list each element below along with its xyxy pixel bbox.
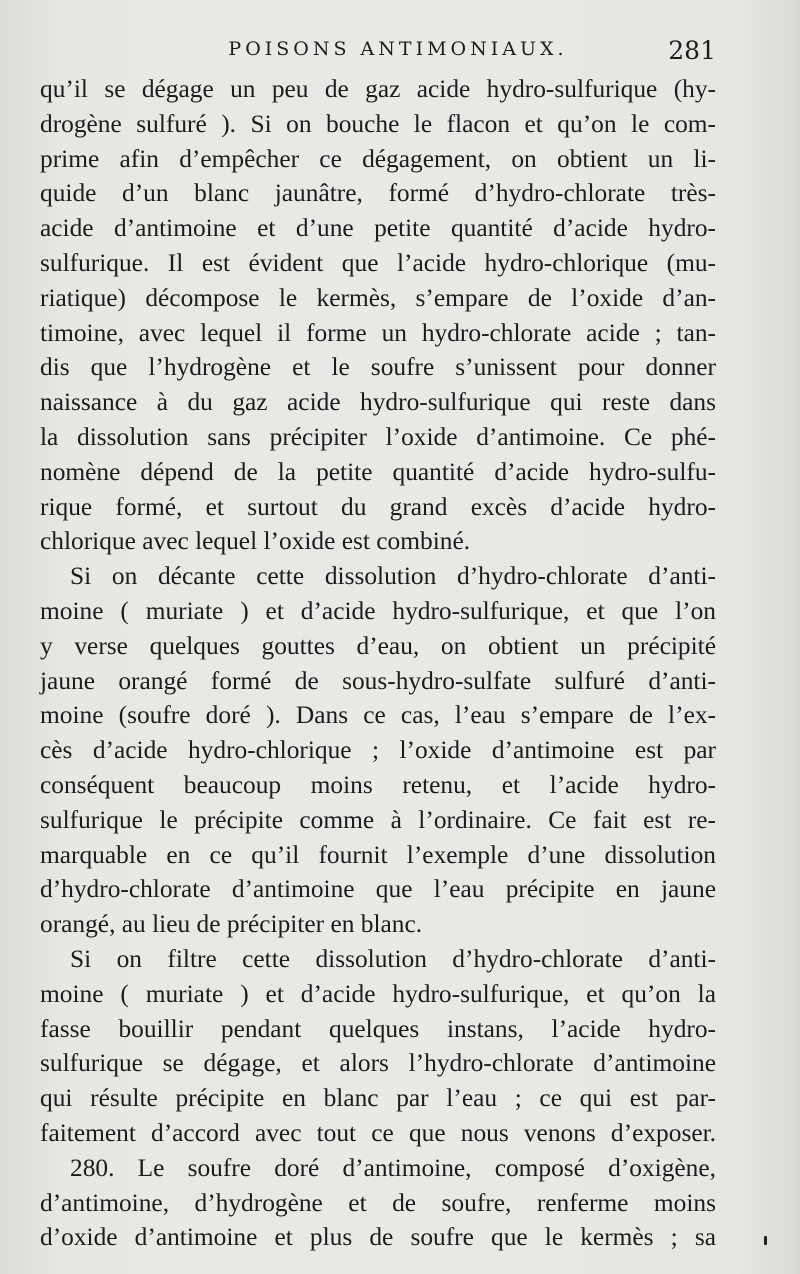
text-line: dis que l’hydrogène et le soufre s’unissent pour donner (40, 353, 716, 382)
text-line: qu’il se dégage un peu de gaz acide hydro-sulfurique (hy- (40, 75, 716, 103)
text-line: y verse quelques gouttes d’eau, on obtient un précipité (40, 631, 716, 660)
text-line: jaune orangé formé de sous-hydro-sulfate sulfuré d’anti- (40, 666, 716, 695)
text-line: qui résulte précipite en blanc par l’eau ; ce qui est par- (40, 1084, 716, 1113)
text-line: 280. Le soufre doré d’antimoine, composé d’oxigène, (70, 1153, 716, 1182)
page-number: 281 (668, 36, 716, 65)
text-line: conséquent beaucoup moins retenu, et l’acide hydro- (40, 770, 716, 799)
text-line: fasse bouillir pendant quelques instans, l’acide hydro- (40, 1014, 716, 1043)
page-header (40, 38, 716, 72)
text-line: sulfurique le précipite comme à l’ordinaire. Ce fait est re- (40, 805, 716, 834)
text-line: Si on filtre cette dissolution d’hydro-chlorate d’anti- (70, 944, 716, 973)
text-line: Si on décante cette dissolution d’hydro-chlorate d’anti- (70, 562, 716, 591)
text-line: riatique) décompose le kermès, s’empare de l’oxide d’an- (40, 283, 716, 312)
text-line: d’oxide d’antimoine et plus de soufre que le kermès ; sa (40, 1223, 716, 1252)
text-line: cès d’acide hydro-chlorique ; l’oxide d’antimoine est par (40, 736, 716, 765)
text-line: rique formé, et surtout du grand excès d’acide hydro- (40, 492, 716, 521)
text-line: faitement d’accord avec tout ce que nous venons d’exposer. (40, 1118, 716, 1147)
text-line: moine (soufre doré ). Dans ce cas, l’eau s’empare de l’ex- (40, 701, 716, 730)
text-line: acide d’antimoine et d’une petite quantité d’acide hydro- (40, 214, 716, 243)
margin-mark (764, 1236, 767, 1245)
text-line: d’antimoine, d’hydrogène et de soufre, renferme moins (40, 1188, 716, 1217)
text-line: timoine, avec lequel il forme un hydro-chlorate acide ; tan- (40, 318, 716, 347)
text-line: moine ( muriate ) et d’acide hydro-sulfurique, et qu’on la (40, 979, 716, 1008)
text-line: d’hydro-chlorate d’antimoine que l’eau précipite en jaune (40, 875, 716, 904)
running-title: POISONS ANTIMONIAUX. (228, 38, 568, 60)
text-line: chlorique avec lequel l’oxide est combiné. (40, 527, 471, 556)
text-line: marquable en ce qu’il fournit l’exemple d’une dissolution (40, 840, 716, 869)
text-line: nomène dépend de la petite quantité d’acide hydro-sulfu- (40, 457, 716, 486)
text-line: la dissolution sans précipiter l’oxide d’antimoine. Ce phé- (40, 422, 716, 451)
text-line: prime afin d’empêcher ce dégagement, on obtient un li- (40, 144, 716, 173)
text-line: moine ( muriate ) et d’acide hydro-sulfurique, et que l’on (40, 596, 716, 625)
text-line: sulfurique. Il est évident que l’acide hydro-chlorique (mu- (40, 248, 716, 277)
text-line: orangé, au lieu de précipiter en blanc. (40, 910, 423, 939)
text-line: drogène sulfuré ). Si on bouche le flacon et qu’on le com- (40, 109, 716, 138)
body-text (40, 72, 716, 1255)
text-line: quide d’un blanc jaunâtre, formé d’hydro-chlorate très- (40, 179, 716, 208)
text-line: sulfurique se dégage, et alors l’hydro-chlorate d’antimoine (40, 1049, 716, 1078)
text-line: naissance à du gaz acide hydro-sulfurique qui reste dans (40, 388, 716, 417)
